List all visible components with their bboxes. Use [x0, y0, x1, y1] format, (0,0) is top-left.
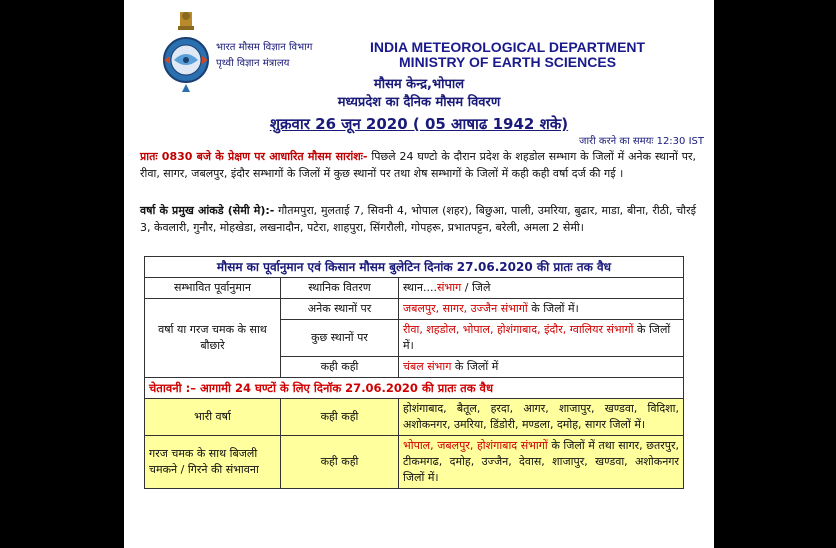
rainfall-text: गौतमपुरा, मुलताई 7, सिवनी 4, भोपाल (शहर), बिछुआ, पाली, उमरिया, बुढार, माडा, बीना, रीठी, चौरई 3, केवलारी, गुनौर, मोहखेडा, लखनादौन, पटेरा, शाहपुरा, सिंगरौली, गोपहरू, प्रभातपट्टन, बरेली, अमला 2 सेमी। — [140, 204, 696, 234]
forecast-places — [399, 320, 684, 357]
col-header-forecast: सम्भावित पूर्वानुमान — [145, 278, 281, 299]
summary-text: पिछले 24 घण्टो के दौरान प्रदेश के शहडोल सम्भाग के जिलों में अनेक स्थानों पर, रीवा, सागर, जबलपुर, इंदौर सम्भागों के जिलों में कुछ स्थानों पर तथा शेष सम्भागों के जिलों में कही कही वर्षा दर्ज की गई । — [140, 150, 696, 180]
forecast-places-red: रीवा, शहडोल, भोपाल, होशंगाबाद, इंदौर, ग्वालियर संभागों — [403, 323, 634, 336]
forecast-places-red: जबलपुर, सागर, उज्जैन संभागों — [403, 302, 528, 315]
col3-red: संभाग — [437, 281, 462, 294]
hindi-ministry-name: पृथ्वी विज्ञान मंत्रालय — [216, 58, 290, 69]
issue-time: जारी करने का समयः 12:30 IST — [579, 136, 704, 147]
warning-places — [399, 436, 684, 489]
forecast-phenomenon: वर्षा या गरज चमक के साथ बौछारे — [145, 299, 281, 378]
warning-places-rest: के जिलों में तथा सागर, छतरपुर, टीकमगढ, दमोह, उज्जैन, देवास, शाजापुर, खण्डवा, अशोकनगर जिलों में। — [403, 439, 679, 484]
forecast-header-row — [145, 278, 684, 299]
rainfall-lead: वर्षा के प्रमुख आंकडे (सेमी मे):- — [140, 204, 275, 217]
warning-places-rest: होशंगाबाद, बैतूल, हरदा, आगर, शाजापुर, खण्डवा, विदिशा, अशोकनगर, उमरिया, डिंडोरी, मण्डला, दमोह, सागर जिलों में। — [403, 402, 679, 431]
warning-type: भारी वर्षा — [145, 399, 281, 436]
forecast-title-row — [145, 257, 684, 278]
warning-places-red: भोपाल, जबलपुर, होशंगाबाद संभागों — [403, 439, 548, 452]
forecast-places — [399, 299, 684, 320]
warning-row — [145, 436, 684, 489]
hindi-org-block — [216, 40, 312, 72]
warning-row — [145, 399, 684, 436]
forecast-table — [144, 256, 684, 489]
forecast-distribution: अनेक स्थानों पर — [281, 299, 399, 320]
hindi-dept-name: भारत मौसम विज्ञान विभाग — [216, 42, 313, 53]
centre-name: मौसम केन्द्र,भोपाल — [373, 77, 465, 92]
bulletin-subtitle: मध्यप्रदेश का दैनिक मौसम विवरण — [337, 95, 501, 110]
forecast-places-rest: के जिलों में। — [527, 302, 579, 315]
warning-title-row — [145, 378, 684, 399]
warning-distribution: कही कही — [281, 436, 399, 489]
warning-distribution: कही कही — [281, 399, 399, 436]
col-header-places — [399, 278, 684, 299]
english-dept-name: INDIA METEOROLOGICAL DEPARTMENT — [370, 39, 646, 55]
forecast-row — [145, 299, 684, 320]
forecast-distribution: कही कही — [281, 357, 399, 378]
bulletin-date: शुक्रवार 26 जून 2020 ( 05 आषाढ 1942 शके) — [269, 115, 569, 133]
bulletin-page — [124, 0, 714, 548]
english-ministry-name: MINISTRY OF EARTH SCIENCES — [399, 54, 617, 70]
col3-prefix: स्थान.... — [403, 281, 438, 294]
forecast-places-rest: के जिलों में — [451, 360, 499, 373]
warning-title: चेतावनी :– आगामी 24 घण्टों के लिए दिनॉक 27.06.2020 की प्रातः तक वैध — [145, 378, 684, 399]
summary-lead: प्रातः 0830 बजे के प्रेक्षण पर आधारित मौसम सारांशः- — [140, 150, 368, 163]
english-org-block — [370, 40, 645, 70]
col3-suffix: / जिले — [461, 281, 491, 294]
col-header-distribution: स्थानिक वितरण — [281, 278, 399, 299]
warning-type: गरज चमक के साथ बिजली चमकने / गिरने की संभावना — [145, 436, 281, 489]
rainfall-data — [140, 202, 696, 236]
forecast-places-rest: के जिलों में। — [403, 323, 671, 352]
forecast-title: मौसम का पूर्वानुमान एवं किसान मौसम बुलेटिन दिनांक 27.06.2020 की प्रातः तक वैध — [145, 257, 684, 278]
warning-places — [399, 399, 684, 436]
forecast-places — [399, 357, 684, 378]
forecast-places-red: चंबल संभाग — [403, 360, 452, 373]
weather-summary — [140, 148, 696, 182]
forecast-distribution: कुछ स्थानों पर — [281, 320, 399, 357]
